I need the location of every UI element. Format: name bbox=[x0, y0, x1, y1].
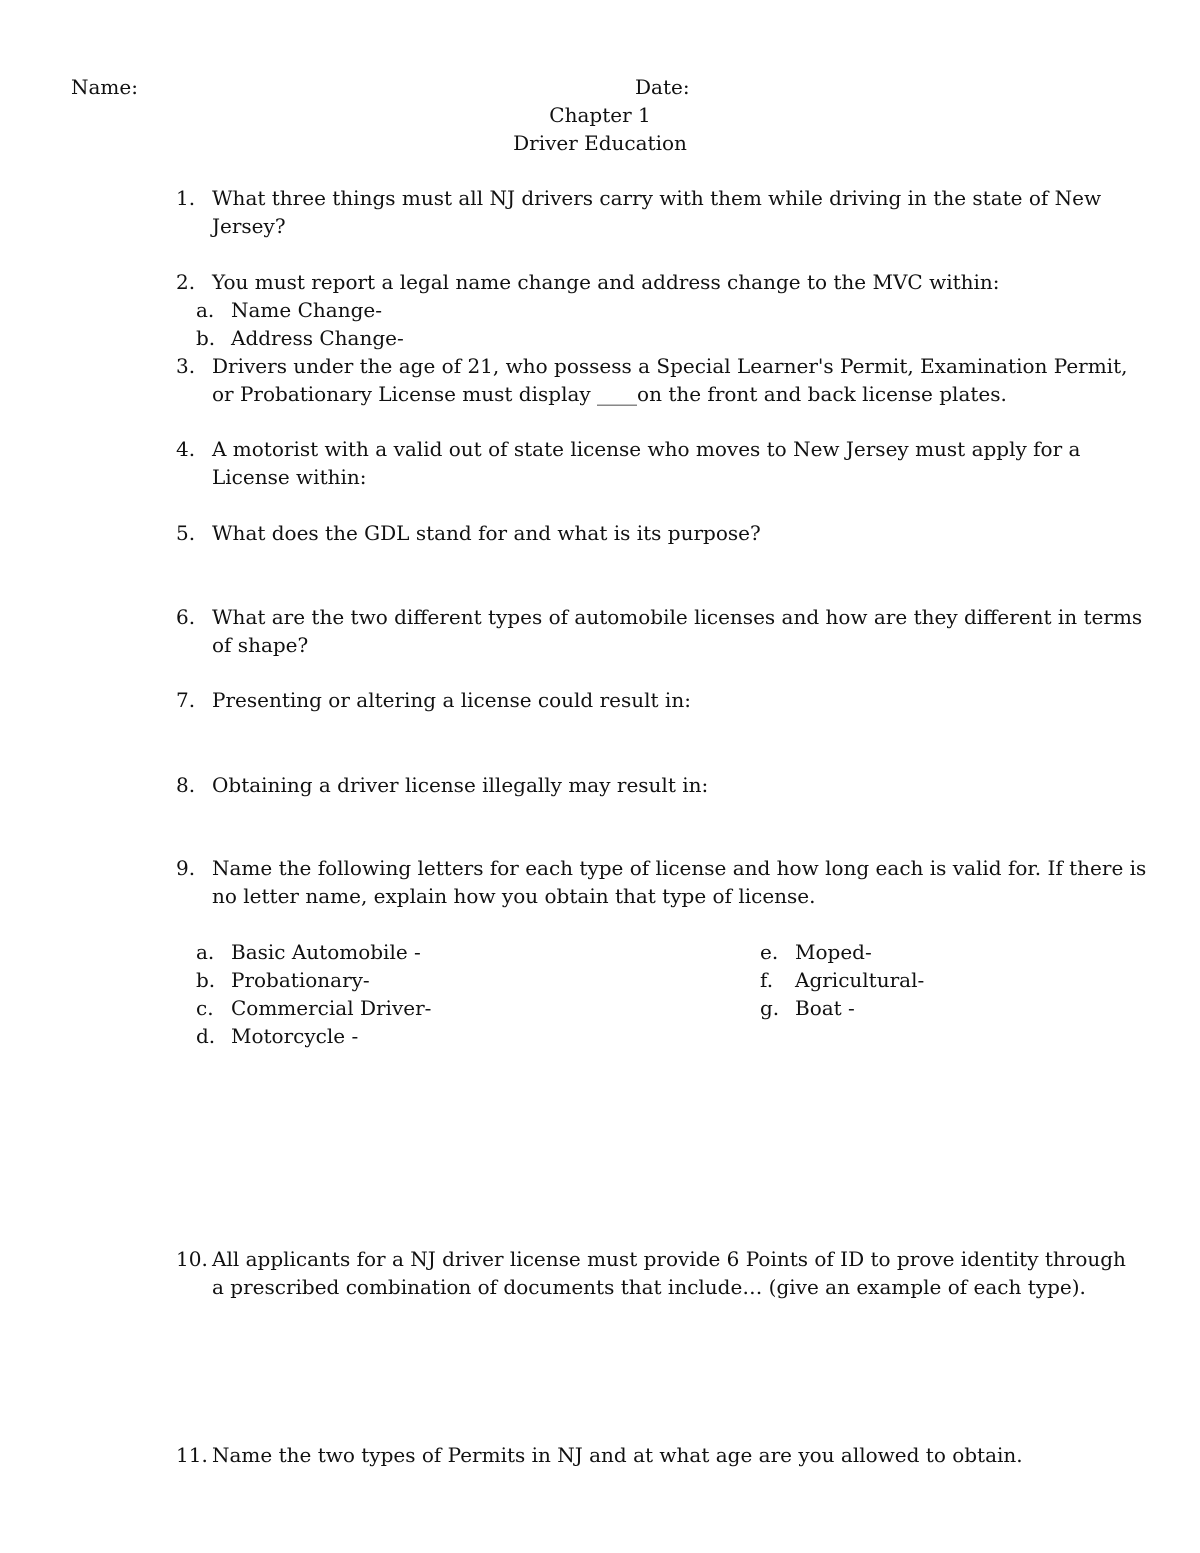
subitem-text: Address Change- bbox=[231, 326, 404, 350]
question-text: no letter name, explain how you obtain that type of license. bbox=[212, 884, 816, 908]
chapter-title: Chapter 1 bbox=[549, 103, 651, 127]
subitem-letter: a. bbox=[196, 298, 215, 322]
question-number: 2. bbox=[176, 270, 196, 294]
question-text: What are the two different types of automobile licenses and how are they different in terms bbox=[212, 605, 1143, 629]
license-type-text: Agricultural- bbox=[795, 968, 925, 992]
question-text: Drivers under the age of 21, who possess a Special Learner's Permit, Examination Permit, bbox=[212, 354, 1128, 378]
question-number: 7. bbox=[176, 688, 196, 712]
question-number: 10. bbox=[176, 1247, 208, 1271]
question-number: 9. bbox=[176, 856, 196, 880]
license-type-text: Commercial Driver- bbox=[231, 996, 432, 1020]
license-type-text: Boat - bbox=[795, 996, 855, 1020]
question-text: a prescribed combination of documents that include… (give an example of each type). bbox=[212, 1275, 1086, 1299]
subitem-text: Name Change- bbox=[231, 298, 382, 322]
question-text: Name the following letters for each type of license and how long each is valid for. If there is bbox=[212, 856, 1147, 880]
question-text: What three things must all NJ drivers carry with them while driving in the state of New bbox=[212, 186, 1102, 210]
question-text: Name the two types of Permits in NJ and at what age are you allowed to obtain. bbox=[212, 1443, 1023, 1467]
question-text: What does the GDL stand for and what is its purpose? bbox=[212, 521, 761, 545]
license-type-letter: f. bbox=[760, 968, 774, 992]
question-number: 3. bbox=[176, 354, 196, 378]
license-type-letter: g. bbox=[760, 996, 780, 1020]
license-type-text: Basic Automobile - bbox=[231, 940, 421, 964]
question-text: License within: bbox=[212, 465, 367, 489]
subitem-letter: b. bbox=[196, 326, 216, 350]
license-type-letter: e. bbox=[760, 940, 779, 964]
license-type-letter: a. bbox=[196, 940, 215, 964]
question-number: 5. bbox=[176, 521, 196, 545]
question-text: Obtaining a driver license illegally may result in: bbox=[212, 773, 709, 797]
license-type-letter: b. bbox=[196, 968, 216, 992]
question-number: 1. bbox=[176, 186, 196, 210]
question-text: or Probationary License must display ____on the front and back license plates. bbox=[212, 382, 1007, 406]
name-label: Name: bbox=[71, 75, 138, 99]
license-type-letter: d. bbox=[196, 1024, 216, 1048]
question-text: Presenting or altering a license could result in: bbox=[212, 688, 691, 712]
license-type-text: Motorcycle - bbox=[231, 1024, 359, 1048]
question-number: 4. bbox=[176, 437, 196, 461]
question-text: A motorist with a valid out of state license who moves to New Jersey must apply for a bbox=[212, 437, 1081, 461]
question-text: of shape? bbox=[212, 633, 309, 657]
question-text: You must report a legal name change and address change to the MVC within: bbox=[212, 270, 1000, 294]
license-type-text: Probationary- bbox=[231, 968, 370, 992]
question-number: 11. bbox=[176, 1443, 208, 1467]
question-number: 8. bbox=[176, 773, 196, 797]
license-type-letter: c. bbox=[196, 996, 214, 1020]
question-text: All applicants for a NJ driver license must provide 6 Points of ID to prove identity through bbox=[212, 1247, 1126, 1271]
date-label: Date: bbox=[635, 75, 690, 99]
subject-title: Driver Education bbox=[513, 131, 687, 155]
question-number: 6. bbox=[176, 605, 196, 629]
question-text: Jersey? bbox=[212, 214, 286, 238]
license-type-text: Moped- bbox=[795, 940, 872, 964]
